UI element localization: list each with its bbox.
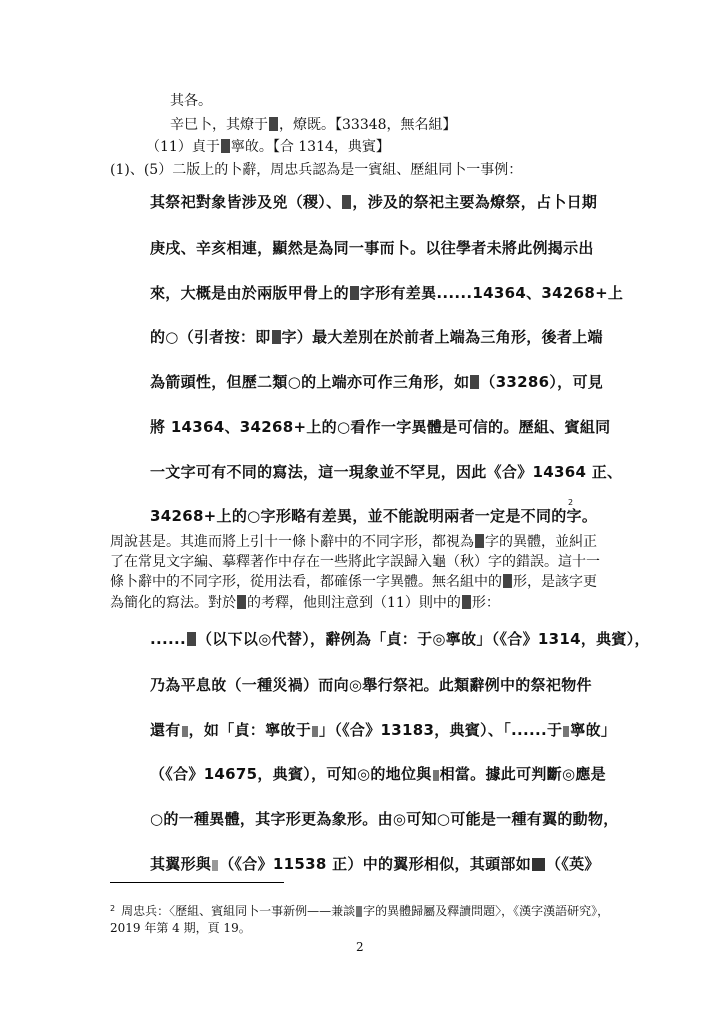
quote-line — [150, 193, 597, 211]
text-segment: 的考釋，他則注意到（11）則中的 — [247, 595, 461, 611]
footnote — [110, 903, 609, 921]
text-segment: （33286），可見 — [480, 373, 604, 391]
text-segment: 形： — [471, 595, 500, 611]
text-segment: 來，大概是由於兩版甲骨上的 — [150, 284, 349, 302]
text-segment: 相當。據此可判斷◎應是 — [439, 765, 606, 783]
oracle-bone-glyph-icon — [563, 726, 569, 737]
oracle-bone-glyph-icon — [532, 858, 545, 871]
text-segment: 形，是該字更 — [513, 574, 597, 590]
text-segment: 其祭祀對象皆涉及兇（稷）、 — [150, 193, 342, 211]
text-line — [170, 92, 212, 110]
quote-line — [150, 630, 650, 648]
text-segment: 為簡化的寫法。對於 — [110, 595, 236, 611]
quote-line — [150, 676, 592, 694]
text-segment: 」（《合》13183，典賓）、「......于 — [319, 721, 563, 739]
text-segment: （《合》11538 正）中的翼形相似，其頭部如 — [219, 855, 532, 873]
footnote-separator — [110, 882, 284, 883]
oracle-bone-glyph-icon — [342, 195, 351, 209]
text-segment: 字的異體，並糾正 — [485, 534, 597, 550]
quote-line — [150, 855, 600, 873]
quote-line — [150, 463, 622, 481]
text-line — [110, 594, 500, 612]
text-line — [146, 138, 390, 156]
page-number: 2 — [356, 940, 364, 954]
oracle-bone-glyph-icon — [350, 286, 359, 300]
text-segment: 了在常見文字編、摹釋著作中存在一些將此字誤歸入龜（秋）字的錯誤。這十一 — [110, 554, 600, 570]
text-segment: 2019 年第 4 期，頁 19。 — [110, 921, 251, 935]
text-segment: 條卜辭中的不同字形，從用法看，都確係一字異體。無名組中的 — [110, 574, 502, 590]
text-line — [110, 553, 600, 571]
text-segment: 的○（引者按：即 — [150, 328, 271, 346]
quote-line — [150, 284, 623, 302]
text-segment: 其翼形與 — [150, 855, 212, 873]
text-segment: （《英》 — [546, 855, 600, 873]
oracle-bone-glyph-icon — [237, 595, 246, 609]
text-segment: 一文字可有不同的寫法，這一現象並不罕見，因此《合》14364 正、 — [150, 463, 623, 481]
quote-line — [150, 765, 606, 783]
quote-line — [150, 507, 597, 525]
oracle-bone-glyph-icon — [503, 574, 512, 588]
text-segment: ○的一種異體，其字形更為象形。由◎可知○可能是一種有翼的動物， — [150, 810, 619, 828]
text-segment: ...... — [150, 630, 186, 648]
text-segment: ，燎既。【33348，無名組】 — [279, 117, 457, 133]
text-segment: 34268+上的○字形略有差異，並不能說明兩者一定是不同的字。 — [150, 507, 598, 525]
text-segment: 字的異體歸屬及釋讀問題〉，《漢字漢語研究》， — [363, 904, 610, 918]
text-line — [110, 573, 597, 591]
footnote-number: 2 — [110, 904, 116, 913]
text-segment: 辛巳卜，其燎于 — [170, 117, 268, 133]
footnote-line — [110, 920, 251, 936]
oracle-bone-glyph-icon — [187, 632, 196, 646]
text-segment: 字形有差異......14364、34268+上 — [359, 284, 624, 302]
oracle-bone-glyph-icon — [182, 726, 188, 737]
text-segment: 周說甚是。其進而將上引十一條卜辭中的不同字形，都視為 — [110, 534, 474, 550]
oracle-bone-glyph-icon — [462, 595, 471, 609]
text-segment: 字）最大差別在於前者上端為三角形，後者上端 — [281, 328, 603, 346]
oracle-bone-glyph-icon — [356, 906, 362, 917]
text-line — [110, 533, 597, 551]
text-segment: 乃為平息敀（一種災禍）而向◎舉行祭祀。此類辭例中的祭祀物件 — [150, 676, 592, 694]
quote-line — [150, 418, 610, 436]
text-segment: 為箭頭性，但歷二類○的上端亦可作三角形，如 — [150, 373, 470, 391]
text-segment: （以下以◎代替），辭例為「貞：于◎寧敀」（《合》1314，典賓）， — [197, 630, 650, 648]
oracle-bone-glyph-icon — [475, 534, 484, 548]
oracle-bone-glyph-icon — [221, 139, 230, 153]
text-segment: ，涉及的祭祀主要為燎祭，占卜日期 — [352, 193, 598, 211]
text-segment: （《合》14675，典賓），可知◎的地位與 — [150, 765, 432, 783]
text-segment: ，如「貞：寧敀于 — [188, 721, 312, 739]
oracle-bone-glyph-icon — [312, 726, 318, 737]
quote-line — [150, 721, 616, 739]
quote-line — [150, 328, 603, 346]
text-segment: 寧敀。【合 1314，典賓】 — [230, 139, 390, 155]
oracle-bone-glyph-icon — [470, 375, 479, 389]
text-line — [110, 161, 522, 179]
oracle-bone-glyph-icon — [269, 117, 278, 131]
text-line — [170, 116, 457, 134]
text-segment: (1)、(5）二版上的卜辭，周忠兵認為是一賓組、歷組同卜一事例： — [110, 162, 523, 178]
oracle-bone-glyph-icon — [212, 860, 218, 871]
quote-line — [150, 810, 619, 828]
text-segment: 周忠兵：〈歷組、賓組同卜一事新例——兼談 — [121, 904, 356, 918]
oracle-bone-glyph-icon — [272, 330, 281, 344]
text-segment: 將 14364、34268+上的○看作一字異體是可信的。歷組、賓組同 — [150, 418, 611, 436]
text-segment: 庚戌、辛亥相連，顯然是為同一事而卜。以往學者未將此例揭示出 — [150, 239, 594, 257]
footnote-reference[interactable]: 2 — [568, 498, 574, 507]
quote-line — [150, 239, 594, 257]
text-segment: 還有 — [150, 721, 181, 739]
oracle-bone-glyph-icon — [433, 770, 439, 781]
text-segment: （11）貞于 — [146, 139, 220, 155]
text-segment: 寧敀」 — [570, 721, 617, 739]
text-segment: 其各。 — [170, 93, 212, 109]
quote-line — [150, 373, 603, 391]
